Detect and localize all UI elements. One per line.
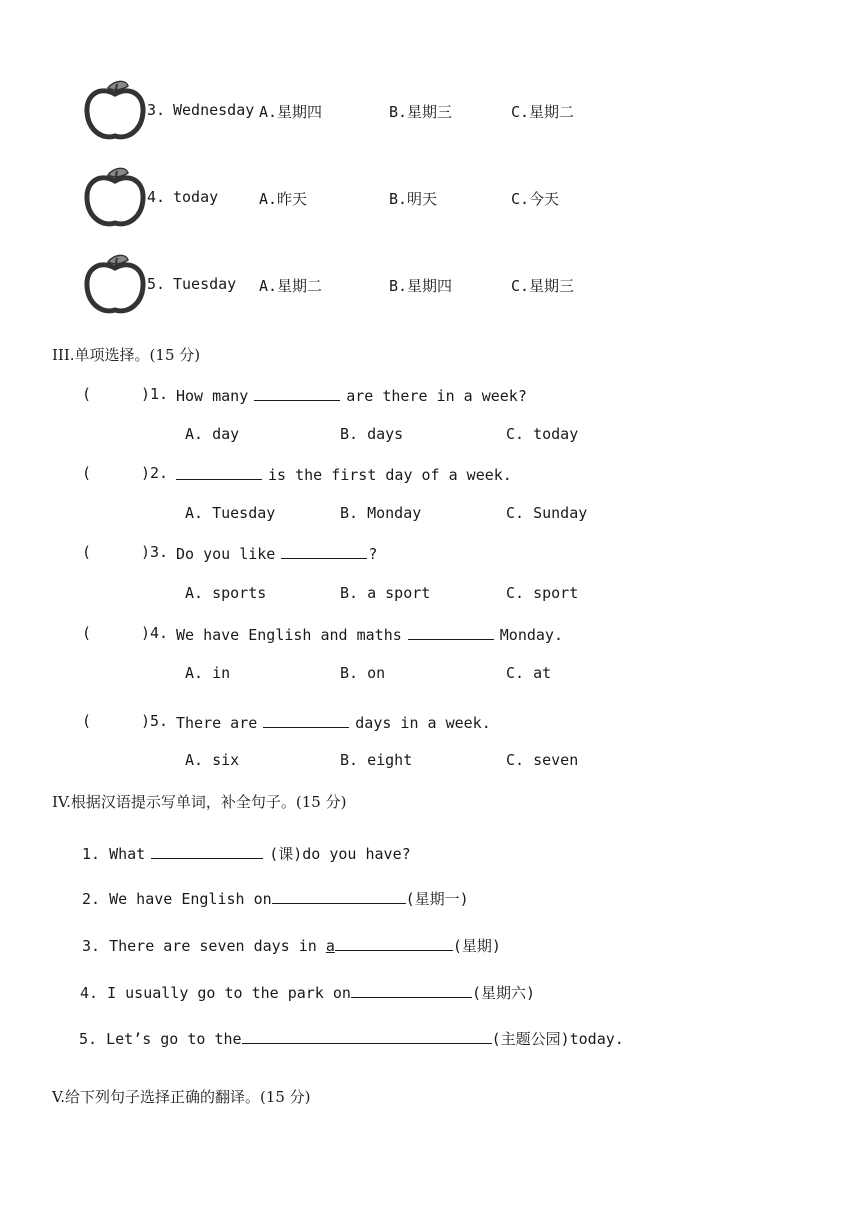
fill-item: 4. I usually go to the park on (星期六) <box>80 984 535 1002</box>
answer-paren-open[interactable]: ( <box>82 464 92 482</box>
vocab-number: 4. <box>147 188 166 206</box>
answer-blank[interactable] <box>335 935 453 951</box>
option-c: C. at <box>506 664 552 682</box>
answer-paren-open[interactable]: ( <box>82 624 92 642</box>
option-c: C.星期三 <box>511 277 575 295</box>
answer-blank[interactable] <box>263 712 349 728</box>
fill-item: 5. Let’s go to the (主题公园)today. <box>79 1030 624 1048</box>
answer-blank[interactable] <box>242 1028 492 1044</box>
section-title: III.单项选择。(15 分) <box>52 346 201 364</box>
option-b: B. Monday <box>340 504 422 522</box>
option-a: A. in <box>185 664 231 682</box>
option-a: A.星期二 <box>259 277 323 295</box>
question-text: Do you like ? <box>176 545 378 563</box>
option-c: C.星期二 <box>511 103 575 121</box>
option-a: A. day <box>185 425 240 443</box>
question-number: )1. <box>141 385 169 403</box>
option-b: B.星期三 <box>389 103 453 121</box>
fill-item: 3. There are seven days in a (星期) <box>82 937 501 955</box>
option-c: C. sport <box>506 584 579 602</box>
option-c: C. Sunday <box>506 504 588 522</box>
option-c: C.今天 <box>511 190 560 208</box>
question-number: )4. <box>141 624 169 642</box>
answer-blank[interactable] <box>151 843 263 859</box>
question-text: There are days in a week. <box>176 714 491 732</box>
option-b: B. a sport <box>340 584 431 602</box>
question-text: How many are there in a week? <box>176 387 527 405</box>
answer-blank[interactable] <box>254 385 340 401</box>
fill-item: 2. We have English on (星期一) <box>82 890 469 908</box>
option-c: C. seven <box>506 751 579 769</box>
fill-item: 1. What (课)do you have? <box>82 845 411 863</box>
question-number: )5. <box>141 712 169 730</box>
apple-answer-box-icon[interactable] <box>82 80 148 142</box>
apple-answer-box-icon[interactable] <box>82 254 148 316</box>
answer-blank[interactable] <box>281 543 367 559</box>
vocab-word: Wednesday <box>173 101 255 119</box>
answer-blank[interactable] <box>272 888 406 904</box>
section-title: V.给下列句子选择正确的翻译。(15 分) <box>52 1088 311 1106</box>
option-a: A.昨天 <box>259 190 308 208</box>
vocab-number: 3. <box>147 101 166 119</box>
vocab-number: 5. <box>147 275 166 293</box>
option-c: C. today <box>506 425 579 443</box>
option-b: B. on <box>340 664 386 682</box>
answer-paren-open[interactable]: ( <box>82 385 92 403</box>
option-b: B. eight <box>340 751 413 769</box>
question-number: )2. <box>141 464 169 482</box>
question-text: We have English and maths Monday. <box>176 626 563 644</box>
question-number: )3. <box>141 543 169 561</box>
apple-answer-box-icon[interactable] <box>82 167 148 229</box>
option-a: A. Tuesday <box>185 504 276 522</box>
option-b: B.明天 <box>389 190 438 208</box>
section-title: IV.根据汉语提示写单词，补全句子。(15 分) <box>52 793 347 811</box>
option-a: A. six <box>185 751 240 769</box>
option-a: A. sports <box>185 584 267 602</box>
option-b: B.星期四 <box>389 277 453 295</box>
answer-blank[interactable] <box>351 982 472 998</box>
question-text: is the first day of a week. <box>176 464 512 484</box>
option-b: B. days <box>340 425 404 443</box>
answer-blank[interactable] <box>176 464 262 480</box>
answer-blank[interactable] <box>408 624 494 640</box>
answer-paren-open[interactable]: ( <box>82 543 92 561</box>
answer-paren-open[interactable]: ( <box>82 712 92 730</box>
option-a: A.星期四 <box>259 103 323 121</box>
vocab-word: Tuesday <box>173 275 237 293</box>
vocab-word: today <box>173 188 219 206</box>
